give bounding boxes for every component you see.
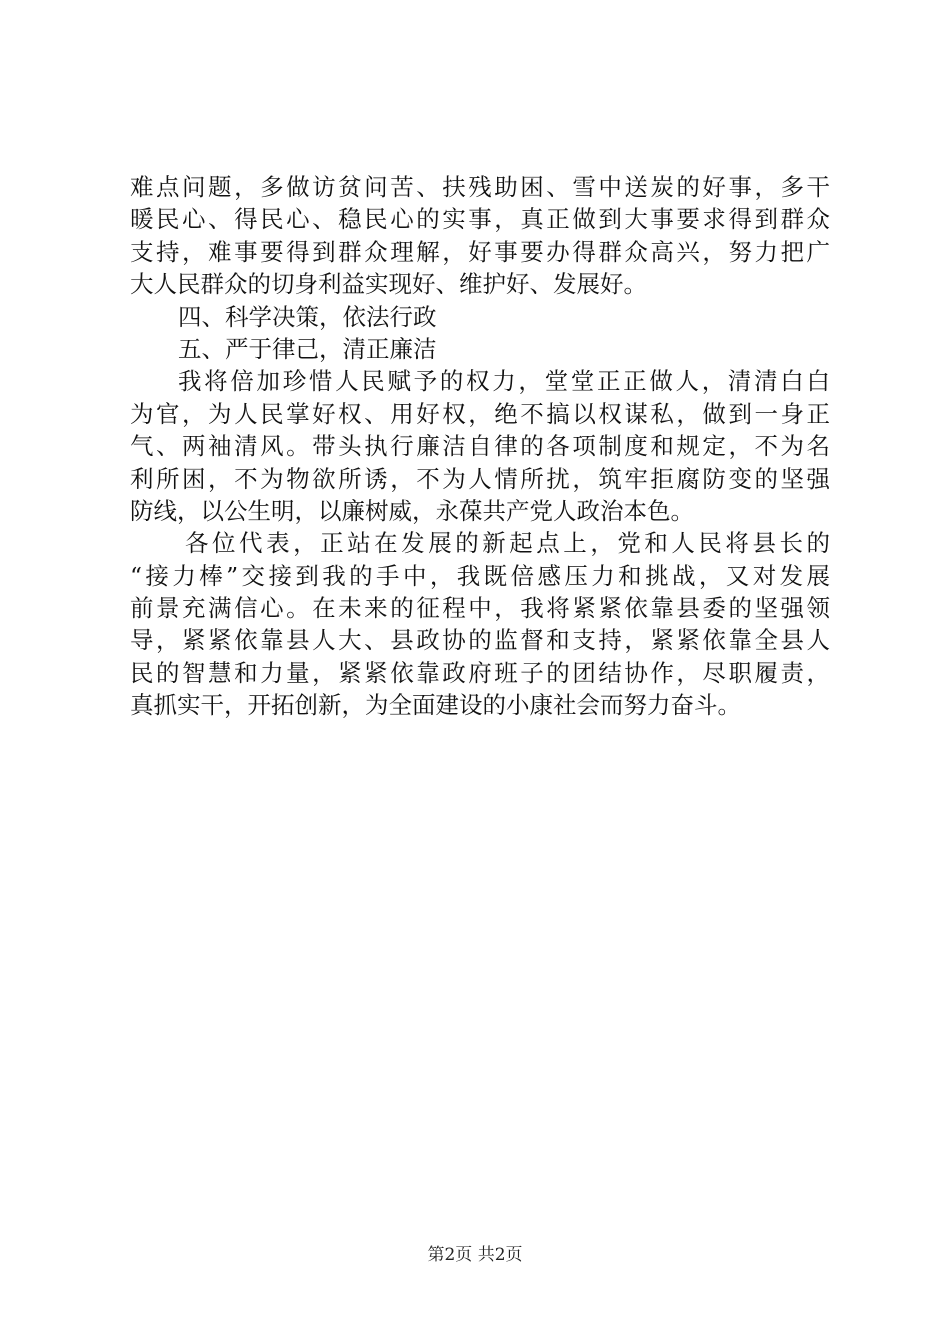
section-heading-5: 五、严于律己，清正廉洁 [178, 334, 437, 363]
text-line: 我将倍加珍惜人民赋予的权力，堂堂正正做人，清清白白 [178, 367, 830, 396]
text-line: 支持，难事要得到群众理解，好事要办得群众高兴，努力把广 [130, 237, 830, 266]
text-line: 导，紧紧依靠县人大、县政协的监督和支持，紧紧依靠全县人 [130, 626, 830, 655]
text-line: 各位代表，正站在发展的新起点上，党和人民将县长的 [185, 529, 830, 558]
text-line: 民的智慧和力量，紧紧依靠政府班子的团结协作，尽职履责， [130, 658, 830, 687]
text-line: 难点问题，多做访贫问苦、扶残助困、雪中送炭的好事，多干 [130, 173, 830, 201]
text-line: 防线，以公生明，以廉树威，永葆共产党人政治本色。 [130, 496, 694, 525]
document-body [130, 171, 830, 722]
text-line: 前景充满信心。在未来的征程中，我将紧紧依靠县委的坚强领 [130, 594, 830, 623]
text-line: 暖民心、得民心、稳民心的实事，真正做到大事要求得到群众 [130, 205, 830, 234]
text-line: 大人民群众的切身利益实现好、维护好、发展好。 [130, 270, 647, 299]
text-line: 为官，为人民掌好权、用好权，绝不搞以权谋私，做到一身正 [130, 399, 830, 428]
text-line: 利所困，不为物欲所诱，不为人情所扰，筑牢拒腐防变的坚强 [130, 464, 830, 493]
section-heading-4: 四、科学决策，依法行政 [178, 302, 437, 331]
text-line: “接力棒”交接到我的手中，我既倍感压力和挑战，又对发展 [130, 561, 830, 590]
text-line: 气、两袖清风。带头执行廉洁自律的各项制度和规定，不为名 [130, 432, 830, 461]
page-number-footer: 第2页 共2页 [427, 1245, 523, 1265]
text-line: 真抓实干，开拓创新，为全面建设的小康社会而努力奋斗。 [130, 691, 741, 720]
